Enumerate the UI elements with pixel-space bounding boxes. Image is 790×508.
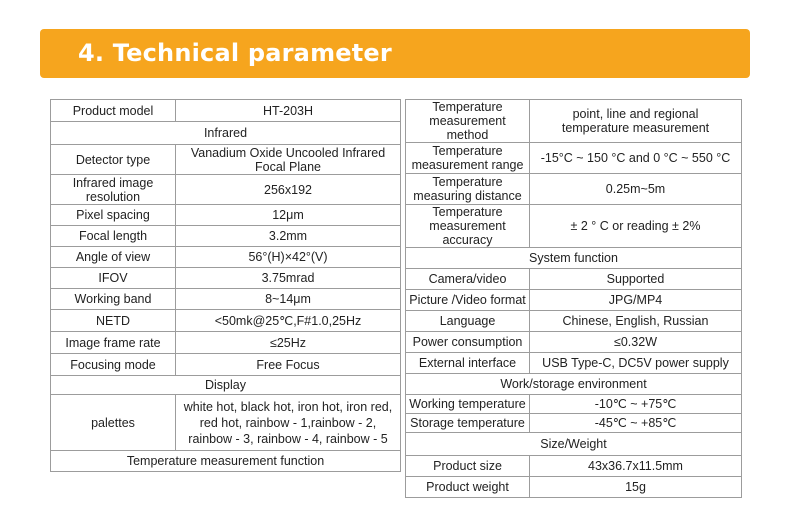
- spec-value: ≤25Hz: [176, 332, 401, 354]
- table-row: [51, 310, 401, 332]
- spec-value-line: point, line and regional: [572, 107, 699, 121]
- spec-value: 15g: [530, 477, 742, 498]
- table-row: [406, 414, 742, 433]
- spec-value: Chinese, English, Russian: [530, 311, 742, 332]
- spec-label-line: resolution: [85, 189, 141, 204]
- spec-label: Picture /Video format: [406, 290, 530, 311]
- spec-label-line: Temperature: [432, 144, 503, 158]
- table-row: [406, 374, 742, 395]
- spec-value: -15°C ~ 150 °C and 0 °C ~ 550 °C: [530, 143, 742, 174]
- table-row: [51, 268, 401, 289]
- spec-value: JPG/MP4: [530, 290, 742, 311]
- table-row: [51, 145, 401, 175]
- table-row: [51, 247, 401, 268]
- spec-value: [176, 145, 401, 175]
- spec-label: palettes: [51, 395, 176, 451]
- spec-label: [406, 100, 530, 143]
- section-header-display: Display: [51, 376, 401, 395]
- spec-label-line: measurement accuracy: [429, 219, 506, 247]
- table-row: [406, 433, 742, 456]
- table-row: [406, 353, 742, 374]
- spec-value: -10℃ ~ +75℃: [530, 395, 742, 414]
- spec-label-line: measurement method: [429, 114, 506, 142]
- spec-value-line: temperature measurement: [561, 121, 710, 135]
- spec-label: IFOV: [51, 268, 176, 289]
- table-row: [406, 456, 742, 477]
- table-row: [406, 269, 742, 290]
- spec-label: Storage temperature: [406, 414, 530, 433]
- table-row: [51, 289, 401, 310]
- spec-label: Product weight: [406, 477, 530, 498]
- spec-value: Free Focus: [176, 354, 401, 376]
- spec-label: Language: [406, 311, 530, 332]
- spec-value: ± 2 ° C or reading ± 2%: [530, 205, 742, 248]
- spec-label-line: measurement range: [411, 158, 524, 172]
- spec-value-line: red hot, rainbow - 1,rainbow - 2,: [199, 415, 377, 430]
- spec-value: USB Type-C, DC5V power supply: [530, 353, 742, 374]
- spec-value: 12μm: [176, 205, 401, 226]
- spec-value: 3.75mrad: [176, 268, 401, 289]
- table-row: [51, 451, 401, 472]
- table-row: [406, 332, 742, 353]
- spec-label: External interface: [406, 353, 530, 374]
- spec-label: [406, 174, 530, 205]
- spec-value: 3.2mm: [176, 226, 401, 247]
- spec-value-line: rainbow - 3, rainbow - 4, rainbow - 5: [188, 431, 388, 446]
- spec-label: [406, 143, 530, 174]
- section-title: 4. Technical parameter: [78, 39, 392, 67]
- spec-value-line: white hot, black hot, iron hot, iron red,: [183, 399, 393, 414]
- table-row: [51, 354, 401, 376]
- table-row: [51, 100, 401, 122]
- spec-value: HT-203H: [176, 100, 401, 122]
- table-row: [406, 311, 742, 332]
- spec-label: Power consumption: [406, 332, 530, 353]
- spec-label: Product size: [406, 456, 530, 477]
- spec-label-line: Infrared image: [72, 175, 154, 190]
- spec-value: 256x192: [176, 175, 401, 205]
- spec-label: Focal length: [51, 226, 176, 247]
- table-row: [406, 100, 742, 143]
- spec-value: Supported: [530, 269, 742, 290]
- table-row: [51, 205, 401, 226]
- spec-label-line: Temperature: [432, 205, 503, 219]
- spec-label: [51, 175, 176, 205]
- spec-label: Image frame rate: [51, 332, 176, 354]
- section-header-size: Size/Weight: [406, 433, 742, 456]
- table-row: [51, 226, 401, 247]
- spec-label: Detector type: [51, 145, 176, 175]
- spec-value: 56°(H)×42°(V): [176, 247, 401, 268]
- spec-label: Pixel spacing: [51, 205, 176, 226]
- spec-label: Working temperature: [406, 395, 530, 414]
- spec-label: Product model: [51, 100, 176, 122]
- spec-value: 8~14μm: [176, 289, 401, 310]
- spec-label-line: Temperature: [432, 100, 503, 114]
- spec-label: Working band: [51, 289, 176, 310]
- spec-label: NETD: [51, 310, 176, 332]
- table-row: [51, 175, 401, 205]
- table-row: [406, 174, 742, 205]
- section-header-environment: Work/storage environment: [406, 374, 742, 395]
- table-row: [51, 332, 401, 354]
- table-row: [51, 122, 401, 145]
- spec-value: [176, 395, 401, 451]
- table-row: [406, 143, 742, 174]
- spec-label: Angle of view: [51, 247, 176, 268]
- spec-label: Focusing mode: [51, 354, 176, 376]
- spec-value: [530, 100, 742, 143]
- section-header-system: System function: [406, 248, 742, 269]
- spec-label: [406, 205, 530, 248]
- spec-value: <50mk@25℃,F#1.0,25Hz: [176, 310, 401, 332]
- spec-label-line: Temperature: [432, 175, 503, 189]
- table-row: [51, 376, 401, 395]
- spec-table-right: [405, 99, 742, 498]
- table-row: [406, 477, 742, 498]
- section-banner: [40, 29, 750, 78]
- spec-value: 43x36.7x11.5mm: [530, 456, 742, 477]
- table-row: [406, 205, 742, 248]
- spec-value: 0.25m~5m: [530, 174, 742, 205]
- spec-table-left: [50, 99, 401, 472]
- table-row: [406, 248, 742, 269]
- spec-value: -45℃ ~ +85℃: [530, 414, 742, 433]
- spec-value: ≤0.32W: [530, 332, 742, 353]
- table-row: [406, 395, 742, 414]
- section-header-infrared: Infrared: [51, 122, 401, 145]
- section-header-temperature: Temperature measurement function: [51, 451, 401, 472]
- spec-label-line: measuring distance: [413, 189, 522, 203]
- spec-value-line: Focal Plane: [254, 159, 321, 174]
- table-row: [406, 290, 742, 311]
- spec-label: Camera/video: [406, 269, 530, 290]
- table-row: [51, 395, 401, 451]
- spec-value-line: Vanadium Oxide Uncooled Infrared: [190, 145, 386, 160]
